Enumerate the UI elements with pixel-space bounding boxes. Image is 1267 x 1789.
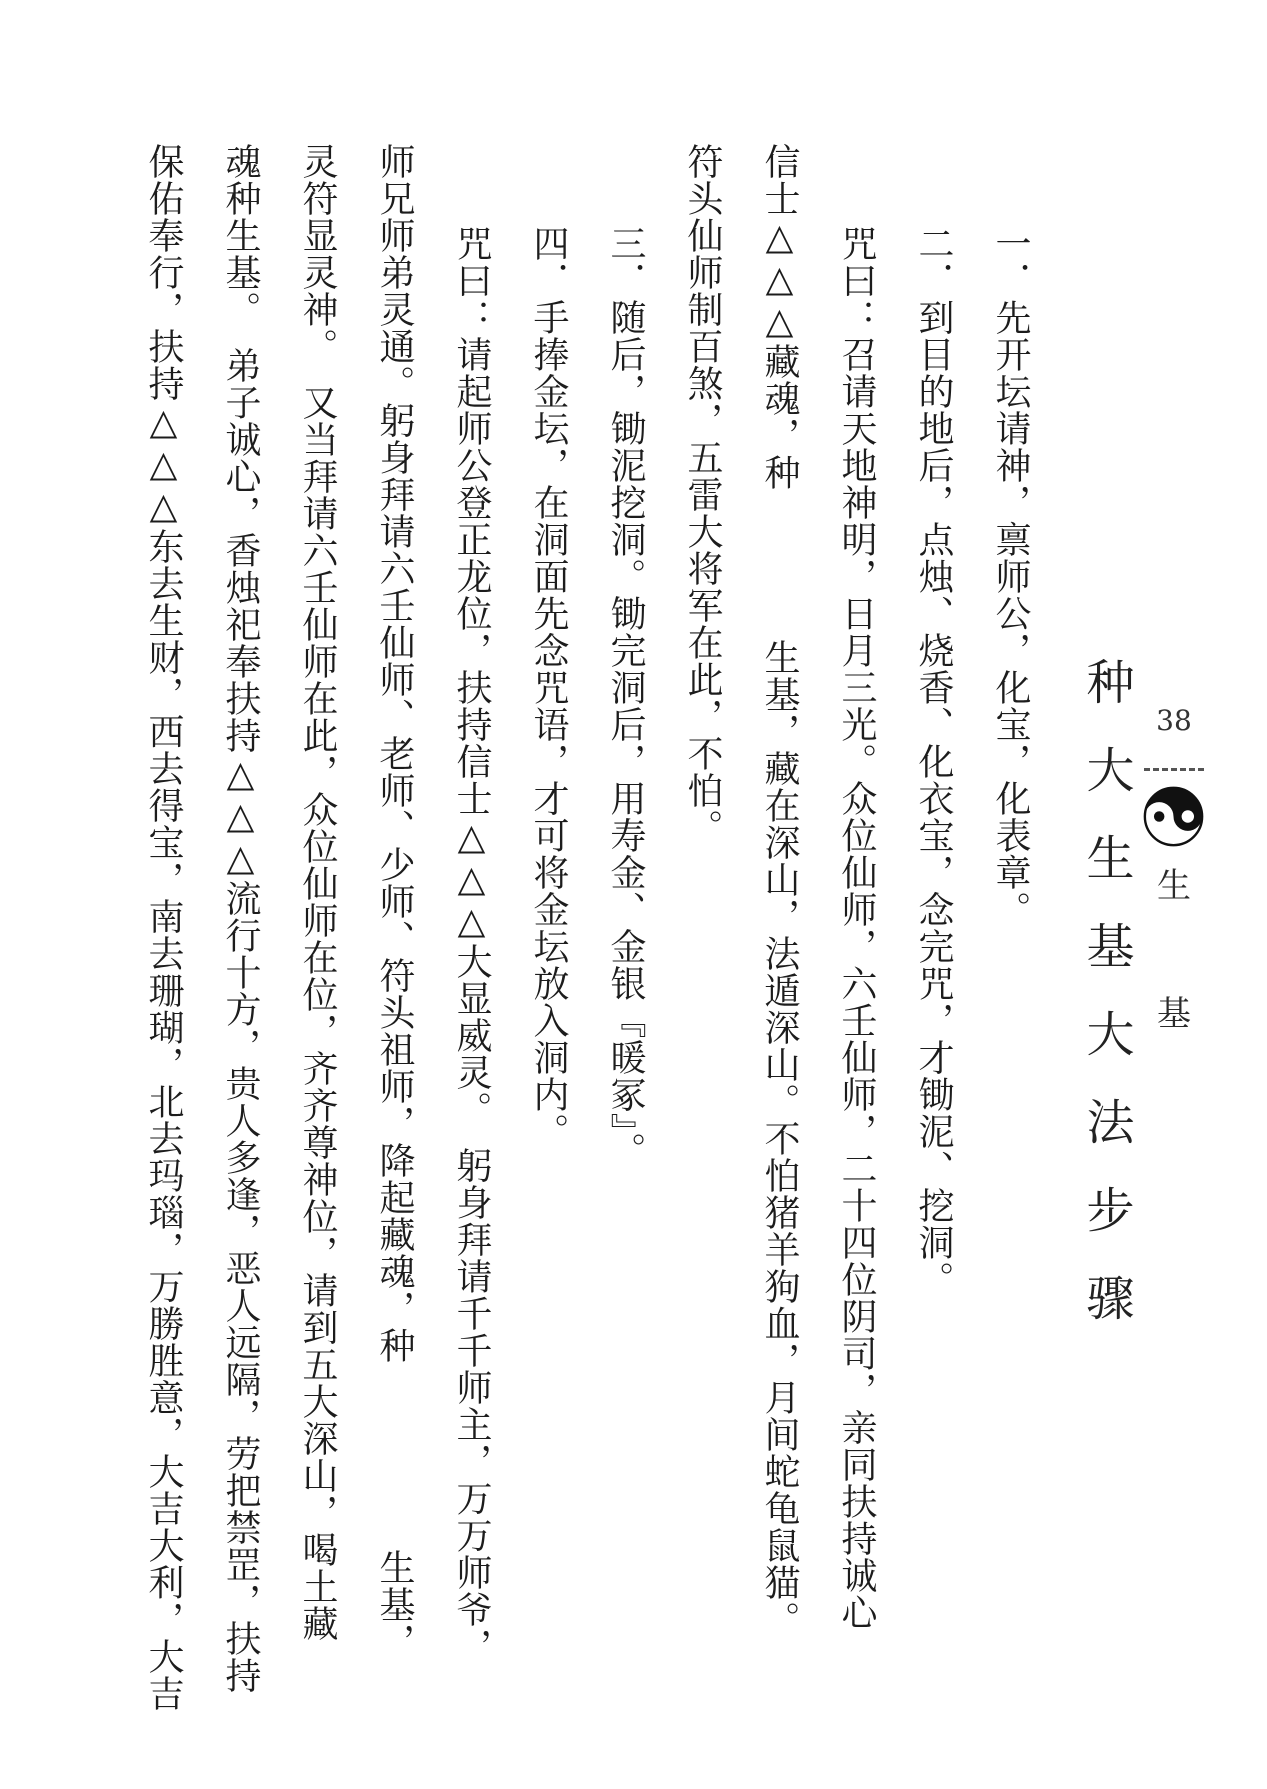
taiji-icon [1142, 785, 1205, 848]
body-column-8: 咒曰：请起师公登正龙位，扶持信士△△△大显威灵。 躬身拜请千千师主，万万师爷， [451, 225, 492, 1665]
body-column-10: 灵符显灵神。 又当拜请六壬仙师在此，众位仙师在位，齐齐尊神位，请到五大深山，喝土藏 [297, 143, 338, 1642]
body-column-4: 信士△△△藏魂，种 生基，藏在深山，法遁深山。不怕猪羊狗血，月间蛇龟鼠猫。 [759, 143, 800, 1638]
body-column-5: 符头仙师制百煞，五雷大将军在此，不怕。 [682, 143, 723, 846]
body-column-1: 一．先开坛请神，禀师公，化宝，化表章。 [990, 225, 1031, 928]
body-column-2: 二．到目的地后，点烛、烧香、化衣宝，念完咒，才锄泥、挖洞。 [913, 225, 954, 1298]
book-label-bottom: 基 [1157, 994, 1191, 1034]
body-column-12: 保佑奉行，扶持△△△东去生财，西去得宝，南去珊瑚，北去玛瑙，万勝胜意，大吉大利，大吉 [143, 143, 184, 1712]
chapter-title: 种大生基大法步骤 [1078, 657, 1134, 1361]
body-column-3: 咒曰：召请天地神明，日月三光。众位仙师，六壬仙师，二十四位阴司，亲同扶持诚心 [836, 225, 877, 1631]
body-column-7: 四．手捧金坛，在洞面先念咒语，才可将金坛放入洞内。 [528, 225, 569, 1150]
dashed-divider [1144, 768, 1204, 771]
body-column-6: 三．随后，锄泥挖洞。锄完洞后，用寿金、金银『暖冢』。 [605, 225, 646, 1169]
page-number: 38 [1156, 704, 1192, 737]
body-column-9: 师兄师弟灵通。躬身拜请六壬仙师、老师、少师、符头祖师，降起藏魂，种 生基， [374, 143, 415, 1660]
book-label-top: 生 [1157, 866, 1191, 906]
body-column-11: 魂种生基。 弟子诚心，香烛祀奉扶持△△△流行十方，贵人多逢，恶人远隔，劳把禁罡，扶持 [220, 143, 261, 1694]
